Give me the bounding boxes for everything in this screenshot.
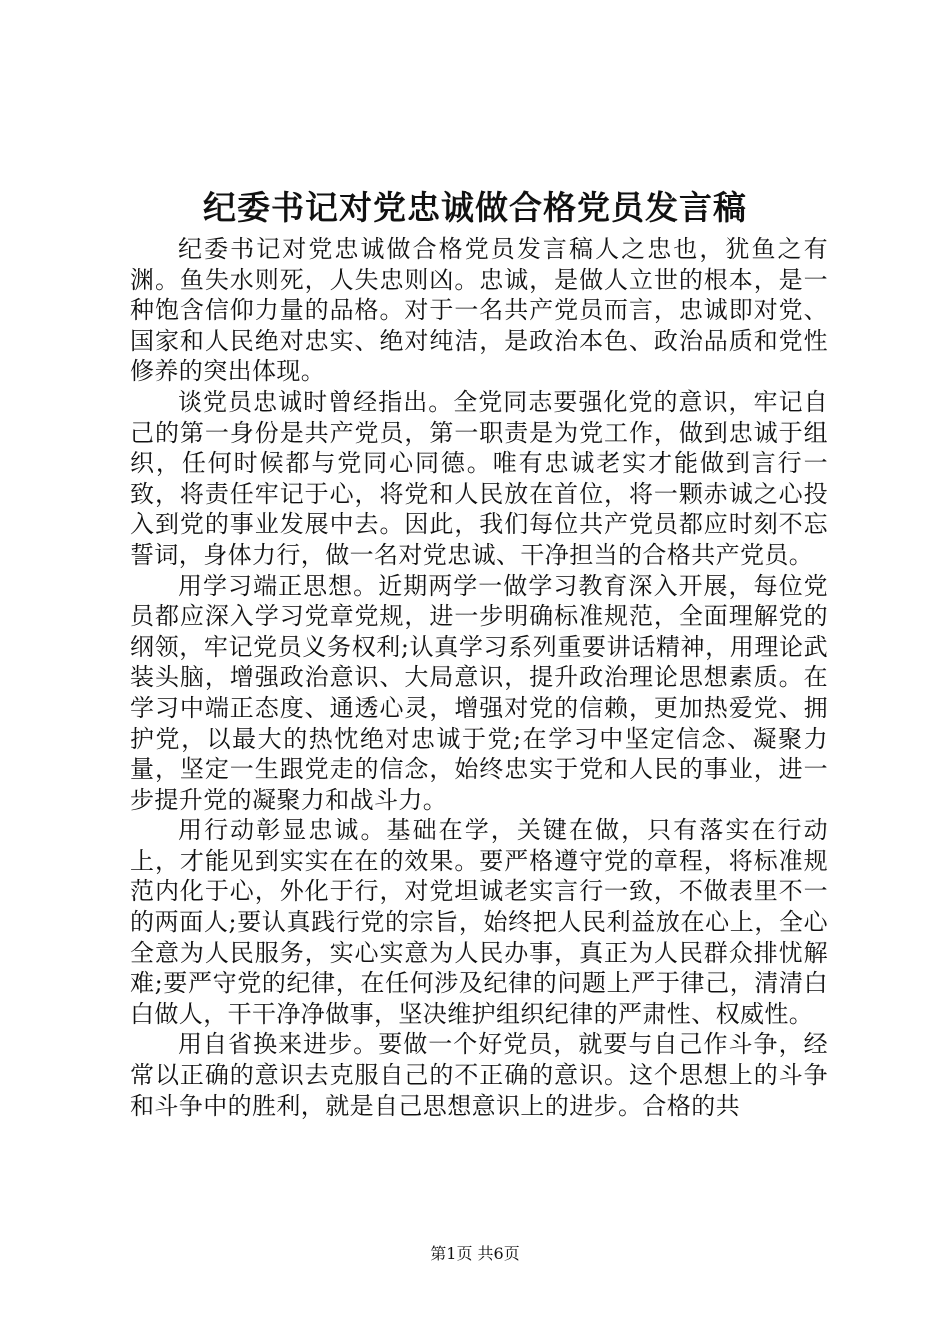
paragraph: 用自省换来进步。要做一个好党员，就要与自己作斗争，经常以正确的意识去克服自己的不正确的意识。这个思想上的斗争和斗争中的胜利，就是自己思想意识上的进步。合格的共 bbox=[130, 1030, 828, 1120]
document-title: 纪委书记对党忠诚做合格党员发言稿 bbox=[203, 188, 747, 227]
paragraph: 纪委书记对党忠诚做合格党员发言稿人之忠也，犹鱼之有渊。鱼失水则死，人失忠则凶。忠诚，是做人立世的根本，是一种饱含信仰力量的品格。对于一名共产党员而言，忠诚即对党、国家和人民绝对忠实、绝对纯洁，是政治本色、政治品质和党性修养的突出体现。 bbox=[130, 235, 828, 386]
document-body bbox=[130, 234, 828, 1121]
paragraph: 用行动彰显忠诚。基础在学，关键在做，只有落实在行动上，才能见到实实在在的效果。要严格遵守党的章程，将标准规范内化于心，外化于行，对党坦诚老实言行一致，不做表里不一的两面人;要认真践行党的宗旨，始终把人民利益放在心上，全心全意为人民服务，实心实意为人民办事，真正为人民群众排忧解难;要严守党的纪律，在任何涉及纪律的问题上严于律己，清清白白做人，干干净净做事，坚决维护组织纪律的严肃性、权威性。 bbox=[130, 816, 828, 1028]
paragraph: 谈党员忠诚时曾经指出。全党同志要强化党的意识，牢记自己的第一身份是共产党员，第一职责是为党工作，做到忠诚于组织，任何时候都与党同心同德。唯有忠诚老实才能做到言行一致，将责任牢记于心，将党和人民放在首位，将一颗赤诚之心投入到党的事业发展中去。因此，我们每位共产党员都应时刻不忘誓词，身体力行，做一名对党忠诚、干净担当的合格共产党员。 bbox=[130, 387, 828, 569]
page-indicator: 第1页 共6页 bbox=[430, 1244, 520, 1263]
paragraph: 用学习端正思想。近期两学一做学习教育深入开展，每位党员都应深入学习党章党规，进一步明确标准规范，全面理解党的纲领，牢记党员义务权利;认真学习系列重要讲话精神，用理论武装头脑，增强政治意识、大局意识，提升政治理论思想素质。在学习中端正态度、通透心灵，增强对党的信赖，更加热爱党、拥护党，以最大的热忱绝对忠诚于党;在学习中坚定信念、凝聚力量，坚定一生跟党走的信念，始终忠实于党和人民的事业，进一步提升党的凝聚力和战斗力。 bbox=[130, 571, 828, 814]
page-footer bbox=[0, 1243, 950, 1265]
